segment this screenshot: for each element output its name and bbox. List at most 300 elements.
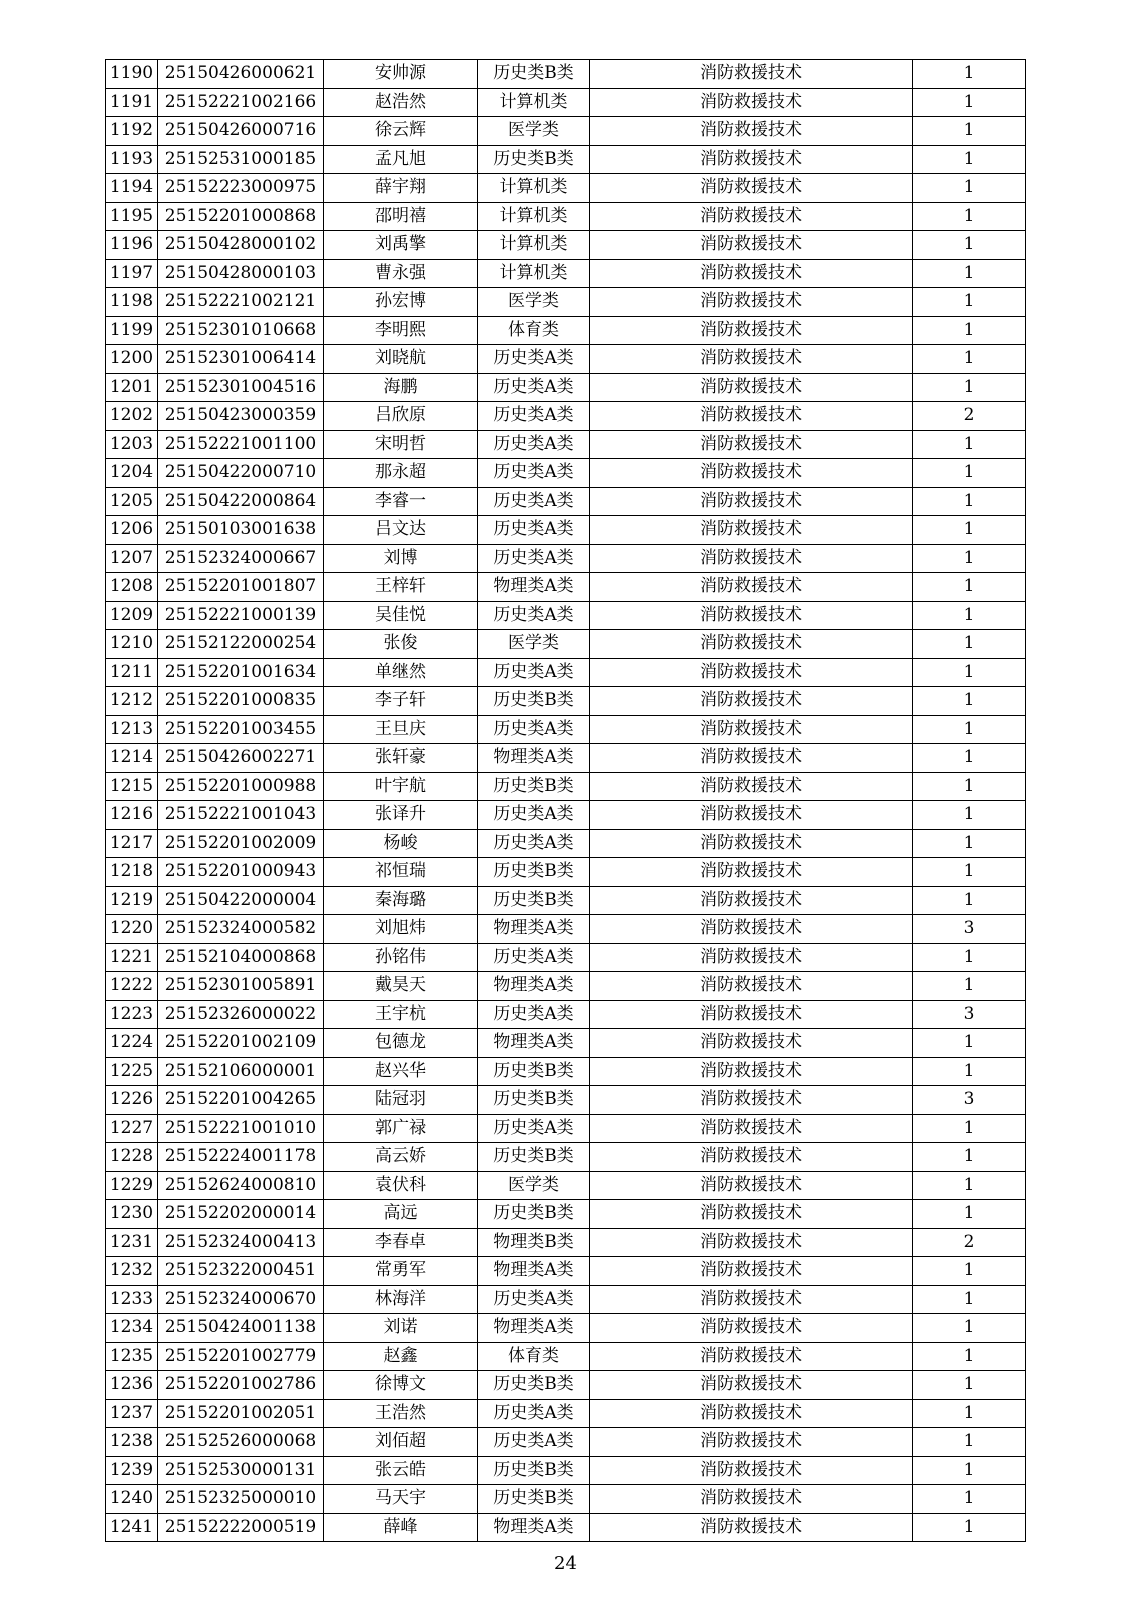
count-cell: 1 bbox=[913, 60, 1026, 89]
category-cell: 历史类A类 bbox=[478, 430, 590, 459]
table-row bbox=[106, 1314, 1026, 1343]
category-cell: 历史类B类 bbox=[478, 687, 590, 716]
category-cell: 计算机类 bbox=[478, 174, 590, 203]
major-cell: 消防救援技术 bbox=[590, 1228, 913, 1257]
count-cell: 2 bbox=[913, 1228, 1026, 1257]
row-number-cell: 1225 bbox=[106, 1057, 158, 1086]
table-row bbox=[106, 972, 1026, 1001]
category-cell: 物理类A类 bbox=[478, 972, 590, 1001]
category-cell: 历史类A类 bbox=[478, 715, 590, 744]
candidate-id-cell: 25152221001100 bbox=[158, 430, 324, 459]
name-cell: 王旦庆 bbox=[324, 715, 478, 744]
count-cell: 1 bbox=[913, 316, 1026, 345]
major-cell: 消防救援技术 bbox=[590, 1086, 913, 1115]
row-number-cell: 1221 bbox=[106, 943, 158, 972]
row-number-cell: 1228 bbox=[106, 1143, 158, 1172]
major-cell: 消防救援技术 bbox=[590, 829, 913, 858]
major-cell: 消防救援技术 bbox=[590, 487, 913, 516]
name-cell: 杨峻 bbox=[324, 829, 478, 858]
name-cell: 张轩豪 bbox=[324, 744, 478, 773]
count-cell: 1 bbox=[913, 1171, 1026, 1200]
candidate-id-cell: 25150428000102 bbox=[158, 231, 324, 260]
table-row bbox=[106, 288, 1026, 317]
count-cell: 1 bbox=[913, 145, 1026, 174]
major-cell: 消防救援技术 bbox=[590, 231, 913, 260]
category-cell: 医学类 bbox=[478, 1171, 590, 1200]
name-cell: 曹永强 bbox=[324, 259, 478, 288]
count-cell: 1 bbox=[913, 1371, 1026, 1400]
candidate-id-cell: 25150428000103 bbox=[158, 259, 324, 288]
table-row bbox=[106, 658, 1026, 687]
table-row bbox=[106, 915, 1026, 944]
table-row bbox=[106, 744, 1026, 773]
candidate-id-cell: 25152301006414 bbox=[158, 345, 324, 374]
count-cell: 1 bbox=[913, 1513, 1026, 1542]
candidate-id-cell: 25152224001178 bbox=[158, 1143, 324, 1172]
table-row bbox=[106, 772, 1026, 801]
row-number-cell: 1200 bbox=[106, 345, 158, 374]
row-number-cell: 1208 bbox=[106, 573, 158, 602]
count-cell: 1 bbox=[913, 1114, 1026, 1143]
count-cell: 3 bbox=[913, 1086, 1026, 1115]
name-cell: 刘佰超 bbox=[324, 1428, 478, 1457]
candidate-id-cell: 25152202000014 bbox=[158, 1200, 324, 1229]
candidate-id-cell: 25152301004516 bbox=[158, 373, 324, 402]
row-number-cell: 1193 bbox=[106, 145, 158, 174]
name-cell: 刘旭炜 bbox=[324, 915, 478, 944]
candidate-id-cell: 25152624000810 bbox=[158, 1171, 324, 1200]
row-number-cell: 1218 bbox=[106, 858, 158, 887]
major-cell: 消防救援技术 bbox=[590, 174, 913, 203]
candidate-id-cell: 25152201001634 bbox=[158, 658, 324, 687]
name-cell: 张俊 bbox=[324, 630, 478, 659]
count-cell: 1 bbox=[913, 430, 1026, 459]
table-row bbox=[106, 60, 1026, 89]
count-cell: 1 bbox=[913, 1456, 1026, 1485]
category-cell: 历史类A类 bbox=[478, 1285, 590, 1314]
table-row bbox=[106, 1200, 1026, 1229]
candidate-id-cell: 25152104000868 bbox=[158, 943, 324, 972]
name-cell: 赵兴华 bbox=[324, 1057, 478, 1086]
category-cell: 历史类A类 bbox=[478, 373, 590, 402]
row-number-cell: 1217 bbox=[106, 829, 158, 858]
candidate-id-cell: 25152201002009 bbox=[158, 829, 324, 858]
name-cell: 徐博文 bbox=[324, 1371, 478, 1400]
row-number-cell: 1236 bbox=[106, 1371, 158, 1400]
category-cell: 历史类A类 bbox=[478, 829, 590, 858]
major-cell: 消防救援技术 bbox=[590, 202, 913, 231]
candidate-id-cell: 25152106000001 bbox=[158, 1057, 324, 1086]
count-cell: 1 bbox=[913, 516, 1026, 545]
table-row bbox=[106, 174, 1026, 203]
major-cell: 消防救援技术 bbox=[590, 1428, 913, 1457]
name-cell: 薛峰 bbox=[324, 1513, 478, 1542]
candidate-id-cell: 25150426002271 bbox=[158, 744, 324, 773]
name-cell: 陆冠羽 bbox=[324, 1086, 478, 1115]
major-cell: 消防救援技术 bbox=[590, 288, 913, 317]
candidate-id-cell: 25152201002109 bbox=[158, 1029, 324, 1058]
row-number-cell: 1202 bbox=[106, 402, 158, 431]
category-cell: 历史类B类 bbox=[478, 1086, 590, 1115]
table-row bbox=[106, 544, 1026, 573]
row-number-cell: 1203 bbox=[106, 430, 158, 459]
major-cell: 消防救援技术 bbox=[590, 373, 913, 402]
candidate-id-cell: 25152201000868 bbox=[158, 202, 324, 231]
table-row bbox=[106, 715, 1026, 744]
category-cell: 历史类A类 bbox=[478, 516, 590, 545]
major-cell: 消防救援技术 bbox=[590, 601, 913, 630]
category-cell: 历史类B类 bbox=[478, 858, 590, 887]
table-row bbox=[106, 1114, 1026, 1143]
count-cell: 1 bbox=[913, 1314, 1026, 1343]
candidate-id-cell: 25150423000359 bbox=[158, 402, 324, 431]
category-cell: 体育类 bbox=[478, 1342, 590, 1371]
count-cell: 1 bbox=[913, 801, 1026, 830]
category-cell: 历史类A类 bbox=[478, 345, 590, 374]
major-cell: 消防救援技术 bbox=[590, 1399, 913, 1428]
table-row bbox=[106, 1086, 1026, 1115]
major-cell: 消防救援技术 bbox=[590, 88, 913, 117]
candidate-id-cell: 25150422000710 bbox=[158, 459, 324, 488]
row-number-cell: 1231 bbox=[106, 1228, 158, 1257]
table-row bbox=[106, 1371, 1026, 1400]
row-number-cell: 1239 bbox=[106, 1456, 158, 1485]
name-cell: 赵浩然 bbox=[324, 88, 478, 117]
table-row bbox=[106, 231, 1026, 260]
count-cell: 1 bbox=[913, 1428, 1026, 1457]
major-cell: 消防救援技术 bbox=[590, 715, 913, 744]
major-cell: 消防救援技术 bbox=[590, 544, 913, 573]
table-row bbox=[106, 117, 1026, 146]
row-number-cell: 1216 bbox=[106, 801, 158, 830]
name-cell: 秦海璐 bbox=[324, 886, 478, 915]
table-row bbox=[106, 1285, 1026, 1314]
count-cell: 3 bbox=[913, 915, 1026, 944]
table-row bbox=[106, 402, 1026, 431]
major-cell: 消防救援技术 bbox=[590, 459, 913, 488]
name-cell: 袁伏科 bbox=[324, 1171, 478, 1200]
major-cell: 消防救援技术 bbox=[590, 1285, 913, 1314]
row-number-cell: 1211 bbox=[106, 658, 158, 687]
row-number-cell: 1198 bbox=[106, 288, 158, 317]
table-row bbox=[106, 858, 1026, 887]
count-cell: 1 bbox=[913, 943, 1026, 972]
count-cell: 1 bbox=[913, 259, 1026, 288]
category-cell: 历史类A类 bbox=[478, 1428, 590, 1457]
candidate-id-cell: 25152201002051 bbox=[158, 1399, 324, 1428]
name-cell: 薛宇翔 bbox=[324, 174, 478, 203]
candidate-id-cell: 25152221000139 bbox=[158, 601, 324, 630]
name-cell: 那永超 bbox=[324, 459, 478, 488]
major-cell: 消防救援技术 bbox=[590, 117, 913, 146]
category-cell: 物理类A类 bbox=[478, 744, 590, 773]
major-cell: 消防救援技术 bbox=[590, 1171, 913, 1200]
category-cell: 物理类A类 bbox=[478, 1513, 590, 1542]
row-number-cell: 1192 bbox=[106, 117, 158, 146]
count-cell: 1 bbox=[913, 1029, 1026, 1058]
row-number-cell: 1235 bbox=[106, 1342, 158, 1371]
row-number-cell: 1229 bbox=[106, 1171, 158, 1200]
name-cell: 孟凡旭 bbox=[324, 145, 478, 174]
candidate-id-cell: 25150426000621 bbox=[158, 60, 324, 89]
candidate-id-cell: 25150424001138 bbox=[158, 1314, 324, 1343]
name-cell: 郭广禄 bbox=[324, 1114, 478, 1143]
row-number-cell: 1195 bbox=[106, 202, 158, 231]
name-cell: 包德龙 bbox=[324, 1029, 478, 1058]
major-cell: 消防救援技术 bbox=[590, 772, 913, 801]
count-cell: 1 bbox=[913, 487, 1026, 516]
row-number-cell: 1201 bbox=[106, 373, 158, 402]
table-row bbox=[106, 459, 1026, 488]
category-cell: 物理类A类 bbox=[478, 1314, 590, 1343]
count-cell: 1 bbox=[913, 573, 1026, 602]
row-number-cell: 1224 bbox=[106, 1029, 158, 1058]
candidate-id-cell: 25152201003455 bbox=[158, 715, 324, 744]
table-row bbox=[106, 1456, 1026, 1485]
count-cell: 1 bbox=[913, 544, 1026, 573]
candidate-id-cell: 25152201004265 bbox=[158, 1086, 324, 1115]
table-row bbox=[106, 345, 1026, 374]
category-cell: 计算机类 bbox=[478, 259, 590, 288]
category-cell: 医学类 bbox=[478, 630, 590, 659]
count-cell: 1 bbox=[913, 231, 1026, 260]
major-cell: 消防救援技术 bbox=[590, 1143, 913, 1172]
count-cell: 1 bbox=[913, 972, 1026, 1001]
table-row bbox=[106, 373, 1026, 402]
candidate-id-cell: 25152223000975 bbox=[158, 174, 324, 203]
row-number-cell: 1241 bbox=[106, 1513, 158, 1542]
table-row bbox=[106, 1143, 1026, 1172]
name-cell: 徐云辉 bbox=[324, 117, 478, 146]
major-cell: 消防救援技术 bbox=[590, 801, 913, 830]
count-cell: 1 bbox=[913, 1285, 1026, 1314]
candidate-id-cell: 25152324000582 bbox=[158, 915, 324, 944]
count-cell: 1 bbox=[913, 174, 1026, 203]
category-cell: 历史类B类 bbox=[478, 886, 590, 915]
name-cell: 刘诺 bbox=[324, 1314, 478, 1343]
row-number-cell: 1205 bbox=[106, 487, 158, 516]
major-cell: 消防救援技术 bbox=[590, 60, 913, 89]
row-number-cell: 1194 bbox=[106, 174, 158, 203]
candidate-id-cell: 25150422000864 bbox=[158, 487, 324, 516]
row-number-cell: 1215 bbox=[106, 772, 158, 801]
major-cell: 消防救援技术 bbox=[590, 259, 913, 288]
candidate-id-cell: 25152222000519 bbox=[158, 1513, 324, 1542]
name-cell: 刘晓航 bbox=[324, 345, 478, 374]
count-cell: 1 bbox=[913, 1257, 1026, 1286]
count-cell: 1 bbox=[913, 858, 1026, 887]
major-cell: 消防救援技术 bbox=[590, 1257, 913, 1286]
major-cell: 消防救援技术 bbox=[590, 1029, 913, 1058]
category-cell: 历史类A类 bbox=[478, 943, 590, 972]
table-row bbox=[106, 1513, 1026, 1542]
candidate-id-cell: 25152526000068 bbox=[158, 1428, 324, 1457]
category-cell: 历史类A类 bbox=[478, 1000, 590, 1029]
major-cell: 消防救援技术 bbox=[590, 972, 913, 1001]
candidate-id-cell: 25152221002121 bbox=[158, 288, 324, 317]
row-number-cell: 1240 bbox=[106, 1485, 158, 1514]
table-row bbox=[106, 1029, 1026, 1058]
category-cell: 历史类A类 bbox=[478, 801, 590, 830]
major-cell: 消防救援技术 bbox=[590, 1485, 913, 1514]
name-cell: 刘禹擎 bbox=[324, 231, 478, 260]
major-cell: 消防救援技术 bbox=[590, 1456, 913, 1485]
category-cell: 历史类B类 bbox=[478, 1371, 590, 1400]
row-number-cell: 1234 bbox=[106, 1314, 158, 1343]
major-cell: 消防救援技术 bbox=[590, 316, 913, 345]
major-cell: 消防救援技术 bbox=[590, 145, 913, 174]
count-cell: 2 bbox=[913, 402, 1026, 431]
table-body bbox=[106, 60, 1026, 1542]
table-row bbox=[106, 630, 1026, 659]
count-cell: 1 bbox=[913, 829, 1026, 858]
name-cell: 吕欣原 bbox=[324, 402, 478, 431]
name-cell: 李明熙 bbox=[324, 316, 478, 345]
row-number-cell: 1207 bbox=[106, 544, 158, 573]
major-cell: 消防救援技术 bbox=[590, 858, 913, 887]
count-cell: 1 bbox=[913, 1342, 1026, 1371]
major-cell: 消防救援技术 bbox=[590, 658, 913, 687]
candidate-id-cell: 25152201001807 bbox=[158, 573, 324, 602]
row-number-cell: 1219 bbox=[106, 886, 158, 915]
candidate-id-cell: 25152324000670 bbox=[158, 1285, 324, 1314]
count-cell: 1 bbox=[913, 1057, 1026, 1086]
name-cell: 李子轩 bbox=[324, 687, 478, 716]
major-cell: 消防救援技术 bbox=[590, 573, 913, 602]
row-number-cell: 1212 bbox=[106, 687, 158, 716]
major-cell: 消防救援技术 bbox=[590, 1114, 913, 1143]
candidate-id-cell: 25152301005891 bbox=[158, 972, 324, 1001]
count-cell: 1 bbox=[913, 744, 1026, 773]
category-cell: 体育类 bbox=[478, 316, 590, 345]
table-row bbox=[106, 1485, 1026, 1514]
table-row bbox=[106, 829, 1026, 858]
row-number-cell: 1232 bbox=[106, 1257, 158, 1286]
count-cell: 1 bbox=[913, 288, 1026, 317]
major-cell: 消防救援技术 bbox=[590, 430, 913, 459]
row-number-cell: 1199 bbox=[106, 316, 158, 345]
admission-table bbox=[105, 59, 1026, 1542]
row-number-cell: 1191 bbox=[106, 88, 158, 117]
category-cell: 医学类 bbox=[478, 117, 590, 146]
candidate-id-cell: 25152325000010 bbox=[158, 1485, 324, 1514]
row-number-cell: 1196 bbox=[106, 231, 158, 260]
name-cell: 王梓轩 bbox=[324, 573, 478, 602]
category-cell: 历史类B类 bbox=[478, 1057, 590, 1086]
category-cell: 历史类A类 bbox=[478, 1399, 590, 1428]
category-cell: 物理类A类 bbox=[478, 1257, 590, 1286]
name-cell: 吕文达 bbox=[324, 516, 478, 545]
name-cell: 王浩然 bbox=[324, 1399, 478, 1428]
row-number-cell: 1222 bbox=[106, 972, 158, 1001]
row-number-cell: 1233 bbox=[106, 1285, 158, 1314]
name-cell: 孙铭伟 bbox=[324, 943, 478, 972]
major-cell: 消防救援技术 bbox=[590, 1200, 913, 1229]
row-number-cell: 1206 bbox=[106, 516, 158, 545]
row-number-cell: 1238 bbox=[106, 1428, 158, 1457]
row-number-cell: 1214 bbox=[106, 744, 158, 773]
candidate-id-cell: 25152326000022 bbox=[158, 1000, 324, 1029]
category-cell: 历史类A类 bbox=[478, 658, 590, 687]
category-cell: 历史类A类 bbox=[478, 601, 590, 630]
row-number-cell: 1204 bbox=[106, 459, 158, 488]
table-row bbox=[106, 1057, 1026, 1086]
row-number-cell: 1210 bbox=[106, 630, 158, 659]
table-row bbox=[106, 573, 1026, 602]
row-number-cell: 1226 bbox=[106, 1086, 158, 1115]
row-number-cell: 1230 bbox=[106, 1200, 158, 1229]
candidate-id-cell: 25152122000254 bbox=[158, 630, 324, 659]
table-row bbox=[106, 145, 1026, 174]
name-cell: 张云皓 bbox=[324, 1456, 478, 1485]
name-cell: 安帅源 bbox=[324, 60, 478, 89]
major-cell: 消防救援技术 bbox=[590, 516, 913, 545]
name-cell: 吴佳悦 bbox=[324, 601, 478, 630]
major-cell: 消防救援技术 bbox=[590, 1513, 913, 1542]
row-number-cell: 1209 bbox=[106, 601, 158, 630]
category-cell: 计算机类 bbox=[478, 202, 590, 231]
major-cell: 消防救援技术 bbox=[590, 1000, 913, 1029]
candidate-id-cell: 25152221001043 bbox=[158, 801, 324, 830]
candidate-id-cell: 25150103001638 bbox=[158, 516, 324, 545]
count-cell: 1 bbox=[913, 117, 1026, 146]
candidate-id-cell: 25152201002779 bbox=[158, 1342, 324, 1371]
name-cell: 李春卓 bbox=[324, 1228, 478, 1257]
row-number-cell: 1213 bbox=[106, 715, 158, 744]
category-cell: 计算机类 bbox=[478, 231, 590, 260]
major-cell: 消防救援技术 bbox=[590, 1057, 913, 1086]
table-row bbox=[106, 1399, 1026, 1428]
major-cell: 消防救援技术 bbox=[590, 1371, 913, 1400]
category-cell: 历史类B类 bbox=[478, 1143, 590, 1172]
category-cell: 物理类A类 bbox=[478, 573, 590, 602]
candidate-id-cell: 25152201002786 bbox=[158, 1371, 324, 1400]
name-cell: 单继然 bbox=[324, 658, 478, 687]
count-cell: 1 bbox=[913, 630, 1026, 659]
major-cell: 消防救援技术 bbox=[590, 915, 913, 944]
candidate-id-cell: 25152201000943 bbox=[158, 858, 324, 887]
category-cell: 计算机类 bbox=[478, 88, 590, 117]
name-cell: 宋明哲 bbox=[324, 430, 478, 459]
category-cell: 历史类A类 bbox=[478, 544, 590, 573]
candidate-id-cell: 25150422000004 bbox=[158, 886, 324, 915]
candidate-id-cell: 25152530000131 bbox=[158, 1456, 324, 1485]
category-cell: 历史类B类 bbox=[478, 145, 590, 174]
table-row bbox=[106, 259, 1026, 288]
name-cell: 祁恒瑞 bbox=[324, 858, 478, 887]
count-cell: 1 bbox=[913, 1399, 1026, 1428]
table-row bbox=[106, 801, 1026, 830]
name-cell: 海鹏 bbox=[324, 373, 478, 402]
table-row bbox=[106, 1228, 1026, 1257]
count-cell: 1 bbox=[913, 459, 1026, 488]
category-cell: 历史类A类 bbox=[478, 487, 590, 516]
name-cell: 李睿一 bbox=[324, 487, 478, 516]
name-cell: 张译升 bbox=[324, 801, 478, 830]
table-row bbox=[106, 316, 1026, 345]
name-cell: 高远 bbox=[324, 1200, 478, 1229]
major-cell: 消防救援技术 bbox=[590, 402, 913, 431]
table-row bbox=[106, 886, 1026, 915]
major-cell: 消防救援技术 bbox=[590, 744, 913, 773]
category-cell: 医学类 bbox=[478, 288, 590, 317]
name-cell: 马天宇 bbox=[324, 1485, 478, 1514]
table-row bbox=[106, 487, 1026, 516]
name-cell: 林海洋 bbox=[324, 1285, 478, 1314]
candidate-id-cell: 25152324000667 bbox=[158, 544, 324, 573]
count-cell: 1 bbox=[913, 345, 1026, 374]
category-cell: 历史类B类 bbox=[478, 60, 590, 89]
